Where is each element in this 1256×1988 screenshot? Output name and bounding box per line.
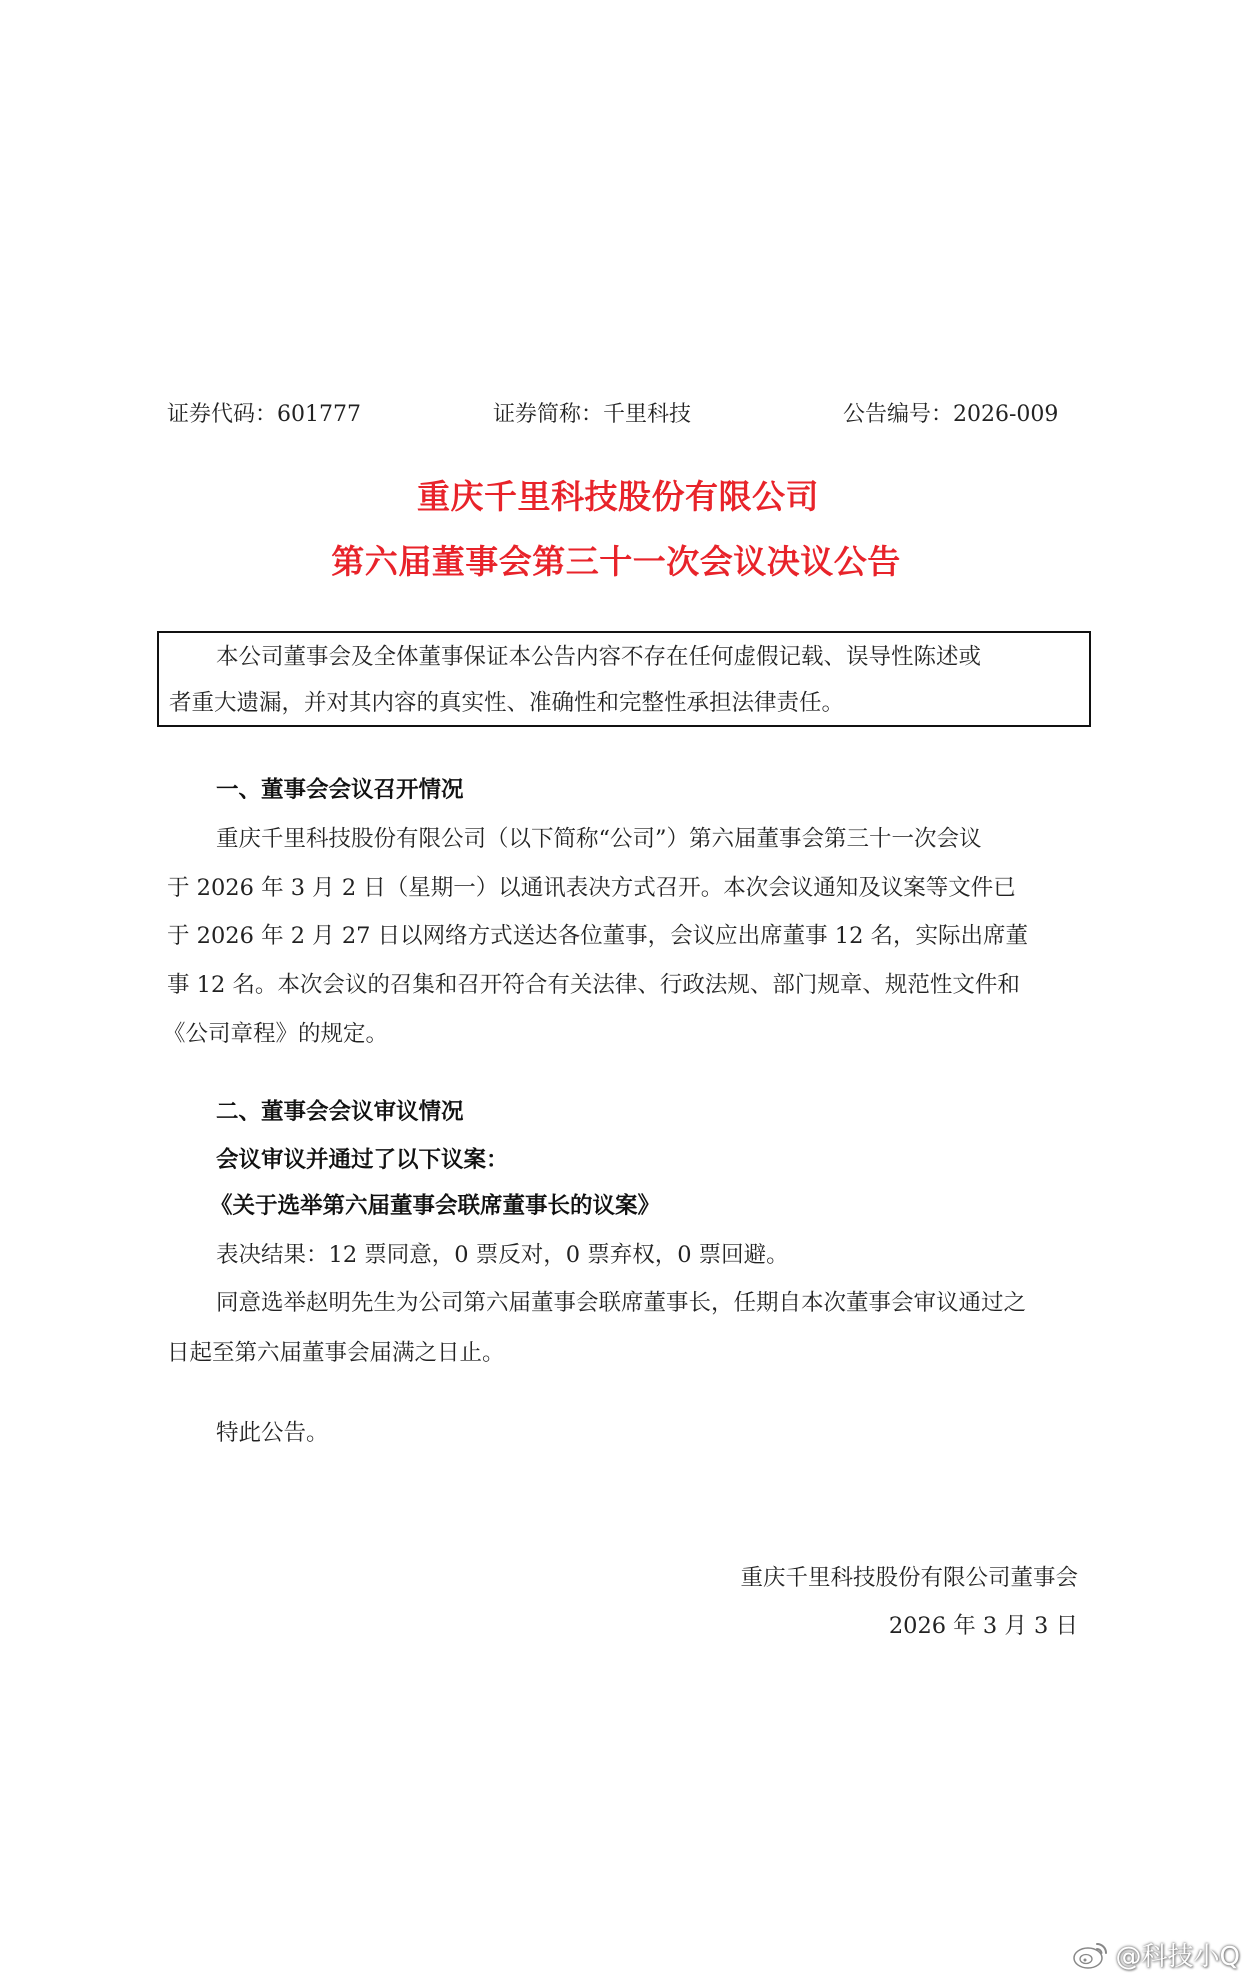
weibo-watermark (1072, 1934, 1240, 1974)
section-1-line-5: 《公司章程》的规定。 (163, 1021, 389, 1047)
section-1-line-3: 于 2026 年 2 月 27 日以网络方式送达各位董事，会议应出席董事 12 名，实际出席董 (167, 923, 1029, 949)
weibo-icon (1072, 1938, 1110, 1970)
section-1-line-4: 事 12 名。本次会议的召集和召开符合有关法律、行政法规、部门规章、规范性文件和 (167, 972, 1020, 998)
section-2-subheading: 会议审议并通过了以下议案： (216, 1147, 509, 1173)
section-1-line-2: 于 2026 年 3 月 2 日（星期一）以通讯表决方式召开。本次会议通知及议案等文件已 (167, 875, 1016, 901)
section-1-heading: 一、董事会会议召开情况 (216, 777, 464, 803)
watermark-text: @科技小Q (1115, 1941, 1240, 1972)
issue-date: 2026 年 3 月 3 日 (888, 1613, 1078, 1639)
closing-statement: 特此公告。 (216, 1420, 329, 1446)
announcement-title: 第六届董事会第三十一次会议决议公告 (331, 542, 901, 581)
stock-short-name: 证券简称：千里科技 (493, 402, 692, 427)
section-1-line-1: 重庆千里科技股份有限公司（以下简称“公司”）第六届董事会第三十一次会议 (216, 826, 982, 852)
announcement-number: 公告编号：2026-009 (843, 402, 1059, 427)
disclaimer-line-2: 者重大遗漏，并对其内容的真实性、准确性和完整性承担法律责任。 (169, 690, 845, 716)
disclaimer-box (157, 631, 1091, 727)
section-2-line-1: 同意选举赵明先生为公司第六届董事会联席董事长，任期自本次董事会审议通过之 (216, 1290, 1027, 1316)
announcement-meta-row (167, 398, 1067, 432)
stock-code: 证券代码：601777 (167, 402, 361, 427)
company-title: 重庆千里科技股份有限公司 (417, 477, 819, 516)
disclaimer-line-1: 本公司董事会及全体董事保证本公告内容不存在任何虚假记载、误导性陈述或 (216, 644, 982, 670)
issuer-signature: 重庆千里科技股份有限公司董事会 (740, 1565, 1078, 1591)
section-2-line-2: 日起至第六届董事会届满之日止。 (167, 1340, 505, 1366)
vote-result: 表决结果：12 票同意，0 票反对，0 票弃权，0 票回避。 (216, 1242, 789, 1268)
section-2-heading: 二、董事会会议审议情况 (216, 1099, 464, 1125)
motion-title: 《关于选举第六届董事会联席董事长的议案》 (210, 1193, 661, 1219)
